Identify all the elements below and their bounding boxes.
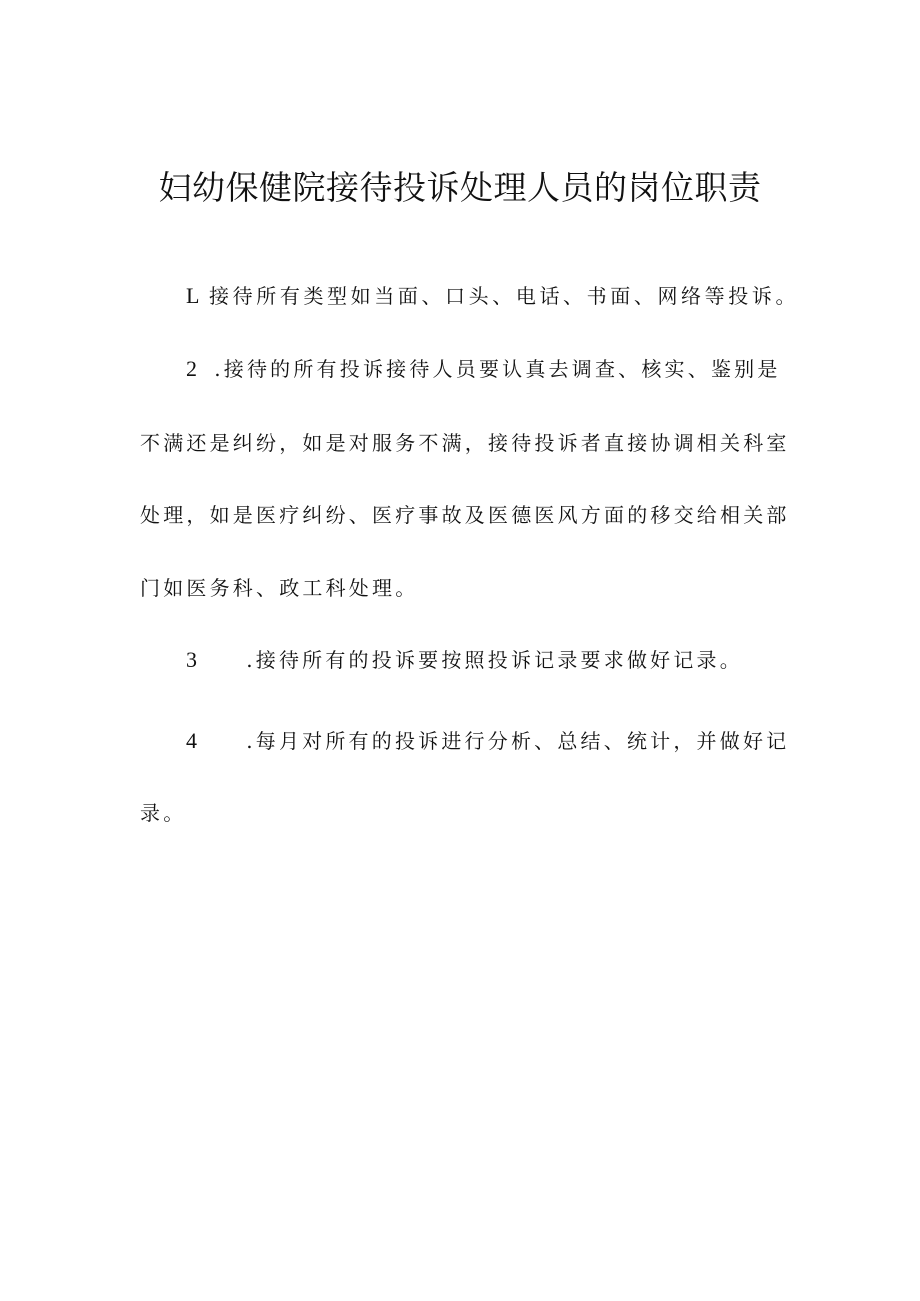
document-title: 妇幼保健院接待投诉处理人员的岗位职责 xyxy=(158,168,762,207)
item-4-text-1: .每月对所有的投诉进行分析、总结、统计，并做好记 xyxy=(246,729,790,753)
item-3-text: .接待所有的投诉要按照投诉记录要求做好记录。 xyxy=(246,648,743,672)
item-1-line-1 xyxy=(186,282,836,310)
item-2-line-2: 不满还是纠纷，如是对服务不满，接待投诉者直接协调相关科室 xyxy=(140,431,790,455)
item-2-number: 2 xyxy=(186,356,201,381)
item-2-line-4: 门如医务科、政工科处理。 xyxy=(140,576,419,600)
item-4-line-1 xyxy=(186,727,836,755)
item-3-line-1 xyxy=(186,646,836,674)
item-4-line-2: 录。 xyxy=(140,801,187,825)
item-1-text: 接待所有类型如当面、口头、电话、书面、网络等投诉。 xyxy=(209,284,800,308)
item-3-number: 3 xyxy=(186,647,201,672)
item-1-number: L xyxy=(186,283,204,308)
item-2-line-3: 处理，如是医疗纠纷、医疗事故及医德医风方面的移交给相关部 xyxy=(140,503,790,527)
item-4-number: 4 xyxy=(186,728,201,753)
item-2-line-1 xyxy=(186,355,836,383)
item-2-text-1: .接待的所有投诉接待人员要认真去调查、核实、鉴别是 xyxy=(214,357,781,381)
